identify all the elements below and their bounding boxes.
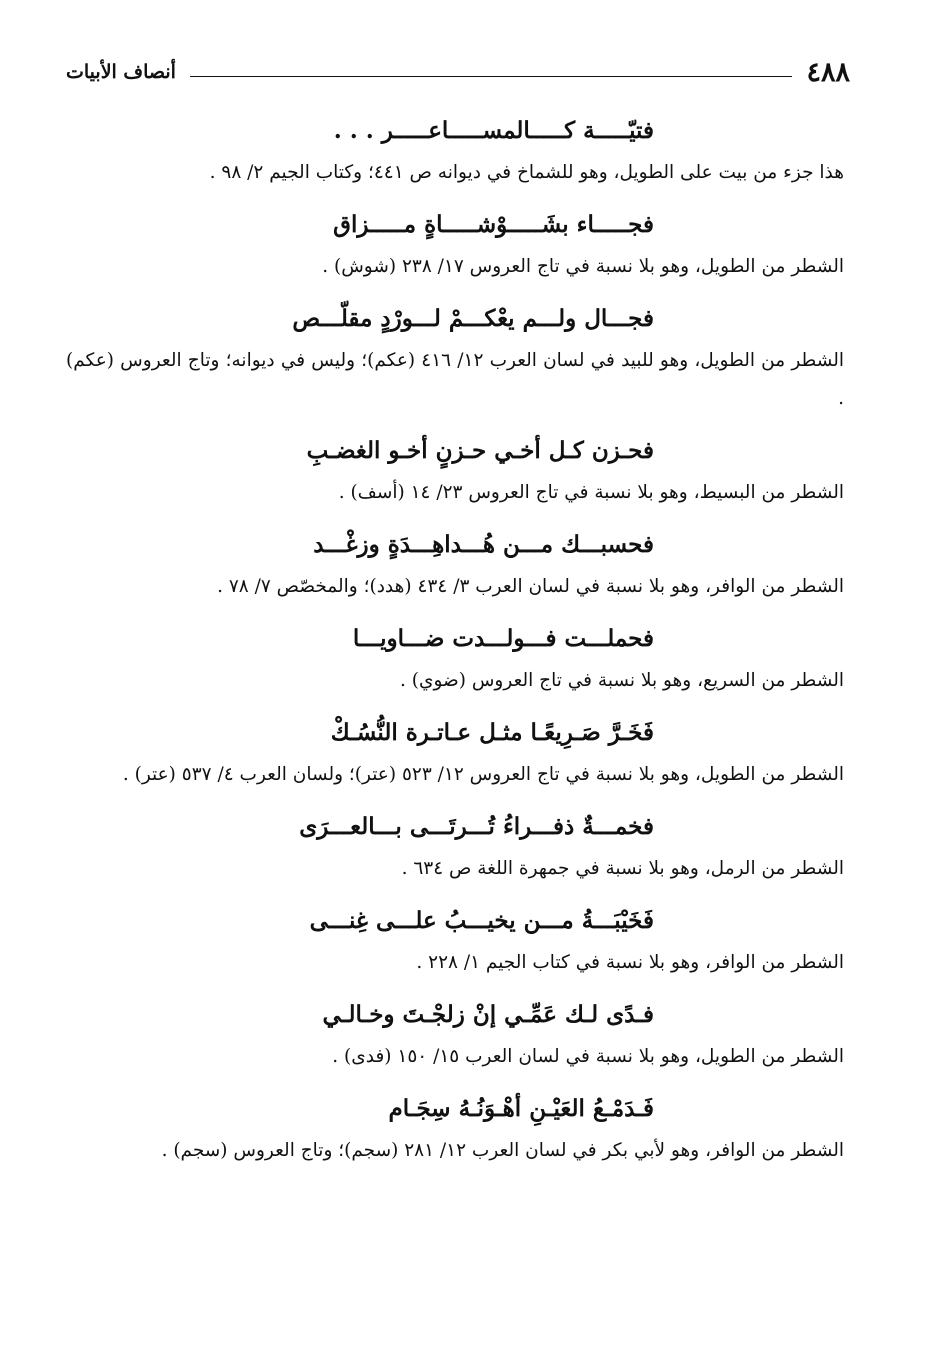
verse-hemistich: فحملـــت فـــولـــدت ضـــاويـــا xyxy=(352,625,654,652)
verse-hemistich: فجـــــاء بشَـــــوْشـــــاةٍ مـــــزاق xyxy=(333,211,654,238)
verse-hemistich: فـدًى لـك عَمِّـي إنْ زلجْـتَ وخـالـي xyxy=(322,1001,654,1028)
entry xyxy=(66,522,844,606)
verse-note: الشطر من السريع، وهو بلا نسبة في تاج العروس (ضوي) . xyxy=(400,670,844,691)
verse-note: الشطر من الطويل، وهو للبيد في لسان العرب ١٢/ ٤١٦ (عكم)؛ وليس في ديوانه؛ وتاج العروس (عكم) . xyxy=(66,350,844,409)
verse-note: الشطر من الوافر، وهو بلا نسبة في لسان العرب ٣/ ٤٣٤ (هدد)؛ والمخصّص ٧/ ٧٨ . xyxy=(217,576,844,597)
verse-hemistich: فحـزن كـل أخـي حـزنٍ أخـو الغضـبِ xyxy=(306,437,654,464)
verse-note: الشطر من الطويل، وهو بلا نسبة في تاج العروس ١٢/ ٥٢٣ (عتر)؛ ولسان العرب ٤/ ٥٣٧ (عتر) . xyxy=(122,764,844,785)
running-title: أنصاف الأبيات xyxy=(66,61,176,83)
verse-note: الشطر من البسيط، وهو بلا نسبة في تاج العروس ٢٣/ ١٤ (أسف) . xyxy=(338,482,844,503)
verse-note: الشطر من الوافر، وهو لأبي بكر في لسان العرب ١٢/ ٢٨١ (سجم)؛ وتاج العروس (سجم) . xyxy=(161,1140,844,1161)
verse-hemistich: فخمـــةٌ ذفـــراءُ تُـــرتَـــى بـــالعـــرَى xyxy=(299,813,654,840)
entry xyxy=(66,296,844,418)
page-header xyxy=(66,52,850,92)
verse-hemistich: فتيّـــــة كـــــالمســـــاعـــــر . . . xyxy=(333,117,654,144)
verse-hemistich: فحسبـــك مـــن هُـــداهِـــدَةٍ وزغْـــد xyxy=(313,531,654,558)
verse-note: الشطر من الطويل، وهو بلا نسبة في لسان العرب ١٥/ ١٥٠ (فدى) . xyxy=(332,1046,844,1067)
entry xyxy=(66,108,844,192)
page-number: ٤٨٨ xyxy=(806,56,850,88)
verse-hemistich: فجـــال ولـــم يعْكـــمْ لـــورْدٍ مقلّـــص xyxy=(292,305,654,332)
verse-note: الشطر من الطويل، وهو بلا نسبة في تاج العروس ١٧/ ٢٣٨ (شوش) . xyxy=(322,256,844,277)
entry xyxy=(66,710,844,794)
entry xyxy=(66,616,844,700)
entry xyxy=(66,804,844,888)
entry xyxy=(66,202,844,286)
verse-hemistich: فَخَيْبَـــةُ مـــن يخيـــبُ علـــى غِنـــى xyxy=(309,907,654,934)
verse-hemistich: فَخَـرَّ صَـرِيعًـا مثـل عـاتـرة النُّسُـكْ xyxy=(330,719,654,746)
entry xyxy=(66,1086,844,1170)
verse-note: الشطر من الوافر، وهو بلا نسبة في كتاب الجيم ١/ ٢٢٨ . xyxy=(416,952,844,973)
verse-hemistich: فَـدَمْـعُ العَيْـنِ أهْـوَنُـهُ سِجَـام xyxy=(388,1095,654,1122)
entries-list xyxy=(66,108,844,1180)
header-rule xyxy=(190,76,793,77)
entry xyxy=(66,428,844,512)
entry xyxy=(66,992,844,1076)
verse-note: هذا جزء من بيت على الطويل، وهو للشماخ في ديوانه ص ٤٤١؛ وكتاب الجيم ٢/ ٩٨ . xyxy=(209,162,844,183)
entry xyxy=(66,898,844,982)
verse-note: الشطر من الرمل، وهو بلا نسبة في جمهرة اللغة ص ٦٣٤ . xyxy=(401,858,844,879)
